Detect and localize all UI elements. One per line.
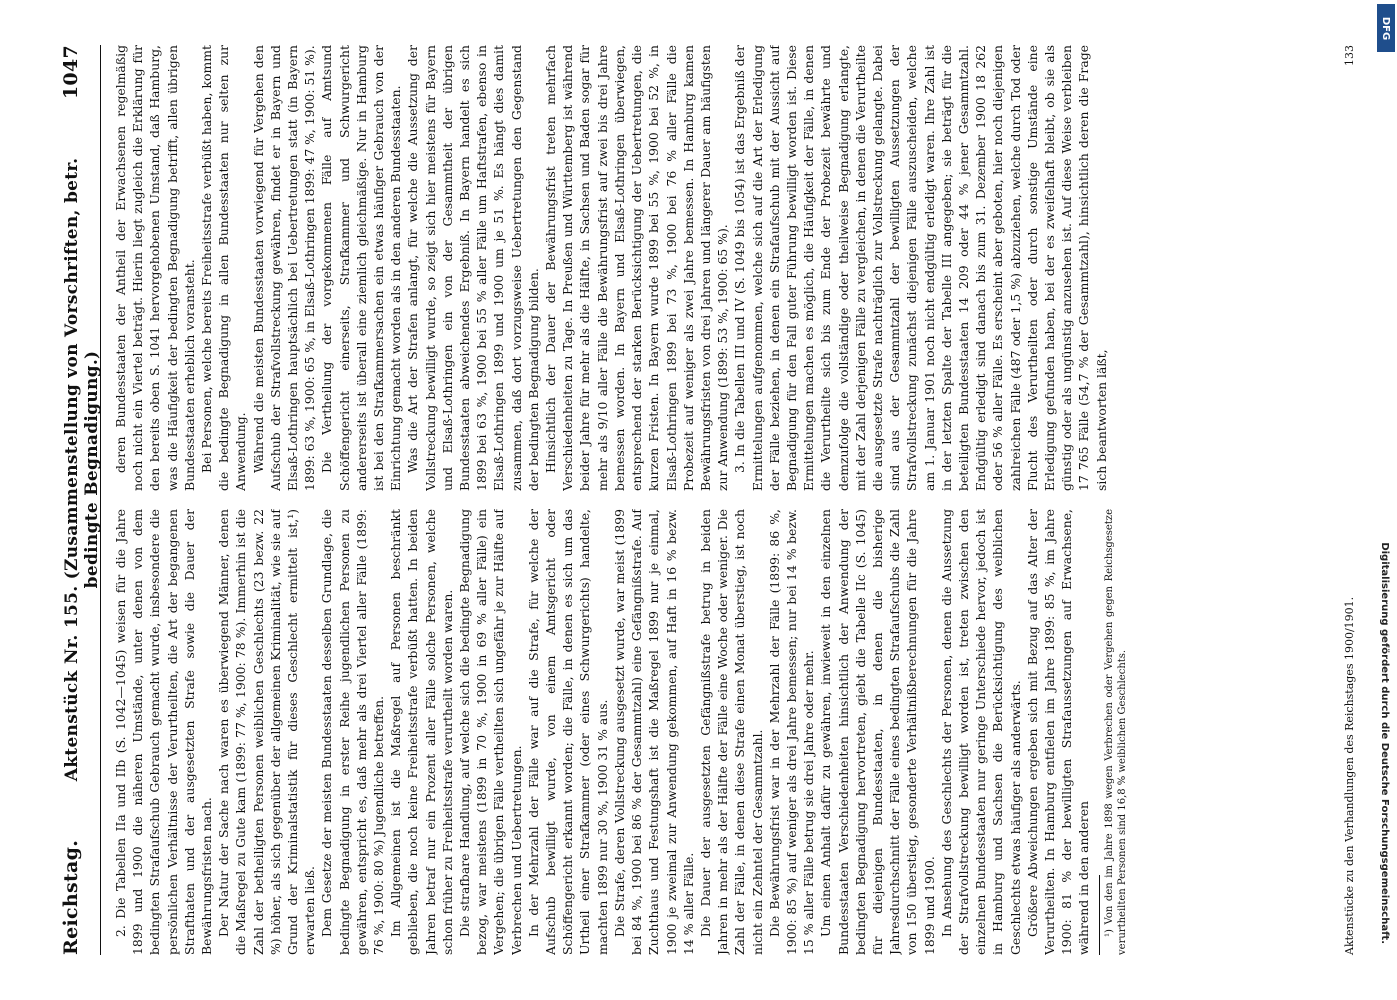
paragraph: Die Strafe, deren Vollstreckung ausgesetzt wurde, war meist (1899 bei 84 %, 1900 bei 86 % der Gesammtzahl) eine Gefängnißstrafe. Auf Zuchthaus und Festungshaft ist die Maßregel 1899 nur je einmal, 1900 je zweimal zur Anwendung gekommen, auf Haft in 16 % bezw. 14 % aller Fälle.	[611, 509, 696, 955]
header-title: Aktenstück Nr. 155. (Zusammenstellung von Vorschriften, betr. bedingte Begnadigung.)	[62, 157, 102, 782]
paragraph: deren Bundesstaaten der Antheil der Erwachsenen regelmäßig noch nicht ein Viertel beträgt. Hierin liegt zugleich die Erklärung für den bereits oben S. 1041 hervorgehobenen Umstand, daß Hamburg, was die Häufigkeit der bedingten Begnadigung betrifft, allen übrigen Bundesstaaten erheblich voransteht.	[113, 45, 197, 491]
paragraph: Die Vertheilung der vorgekommenen Fälle auf Amtsund Schöffengericht einerseits, Strafkammer und Schwurgericht andererseits ist überall eine ziemlich gleichmäßige. Nur in Hamburg ist bei den Strafkammersachen ein etwas häufiger Gebrauch von der Einrichtung gemacht worden als in den anderen Bundesstaaten.	[319, 45, 404, 491]
dfg-logo-text: DFG	[1380, 16, 1392, 40]
page-footer	[1338, 45, 1360, 955]
paragraph: Hinsichtlich der Dauer der Bewährungsfrist treten mehrfach Verschiedenheiten zu Tage. In Preußen und Württemberg ist während beider Jahre für mehr als die Hälfte, in Sachsen und Baden sogar für mehr als 9/10 aller Fälle die Bewährungsfrist auf zwei bis drei Jahre bemessen worden. In Bayern und Elsaß-Lothringen überwiegen, entsprechend der starken Berücksichtigung der Uebertretungen, die kurzen Fristen. In Bayern wurde 1899 bei 55 %, 1900 bei 52 %, in Elsaß-Lothringen 1899 bei 73 %, 1900 bei 76 % aller Fälle die Probezeit auf weniger als zwei Jahre bemessen. In Hamburg kamen Bewährungsfristen von drei Jahren und längerer Dauer am häufigsten zur Anwendung (1899: 53 %, 1900: 65 %).	[543, 45, 731, 491]
dfg-logo	[1377, 4, 1395, 52]
footer-sheet-number: 133	[1342, 45, 1356, 66]
paragraph: Während die meisten Bundesstaaten vorwiegend für Vergehen den Aufschub der Strafvollstreckung gewähren, findet er in Bayern und Elsaß-Lothringen hauptsächlich bei Uebertretungen statt (in Bayern 1899: 63 %, 1900: 65 %, in Elsaß-Lothringen 1899: 47 %, 1900: 51 %).	[250, 45, 318, 491]
paragraph: In der Mehrzahl der Fälle war auf die Strafe, für welche der Aufschub bewilligt wurde, von einem Amtsgericht oder Schöffengericht erkannt worden; die Fälle, in denen es sich um das Urtheil einer Strafkammer (oder eines Schwurgerichts) handelte, machten 1899 nur 30 %, 1900 31 % aus.	[525, 509, 610, 955]
page-header	[60, 45, 101, 955]
text-column-left	[112, 509, 1330, 955]
paragraph: Größere Abweichungen ergeben sich mit Bezug auf das Alter der Verurtheilten. In Hamburg entfielen im Jahre 1899: 85 %, im Jahre 1900: 81 % der bewilligten Strafaussetzungen auf Erwachsene, während in den anderen	[1024, 509, 1092, 955]
document-page	[60, 45, 1360, 955]
page-number: 1047	[60, 45, 82, 100]
paragraph: Bei Personen, welche bereits Freiheitsstrafe verbüßt haben, kommt die bedingte Begnadigung in allen Bundesstaaten nur selten zur Anwendung.	[199, 45, 249, 491]
footer-source-note: Aktenstücke zu den Verhandlungen des Reichstages 1900/1901.	[1342, 596, 1356, 955]
paragraph: Die Dauer der ausgesetzten Gefängnißstrafe betrug in beiden Jahren in mehr als der Hälfte der Fälle eine Woche oder weniger. Die Zahl der Fälle, in denen diese Strafe einen Monat überstieg, ist noch nicht ein Zehntel der Gesammtzahl.	[697, 509, 765, 955]
paragraph: 2. Die Tabellen IIa und IIb (S. 1042—1045) weisen für die Jahre 1899 und 1900 die näheren Umstände, unter denen von dem bedingten Strafaufschub Gebrauch gemacht wurde, insbesondere die persönlichen Verhältnisse der Verurtheilten, die Art der begangenen Strafthaten und der ausgesetzten Strafe sowie die Dauer der Bewährungsfristen nach.	[113, 509, 215, 955]
digitization-credit-strip	[1375, 0, 1397, 1000]
paragraph: Was die Art der Strafen anlangt, für welche die Aussetzung der Vollstreckung bewilligt wurde, so zeigt sich hier meistens für Bayern und Elsaß-Lothringen ein von der Gesammtheit der übrigen Bundesstaaten abweichendes Ergebniß. In Bayern handelt es sich 1899 bei 63 %, 1900 bei 55 % aller Fälle um Haftstrafen, ebenso in Elsaß-Lothringen 1899 und 1900 um je 51 %. Es hängt dies damit zusammen, daß dort vorzugsweise Uebertretungen den Gegenstand der bedingten Begnadigung bilden.	[405, 45, 541, 491]
paragraph: Im Allgemeinen ist die Maßregel auf Personen beschränkt geblieben, die noch keine Freiheitsstrafe verbüßt hatten. In beiden Jahren betraf nur ein Prozent aller Fälle solche Personen, welche schon früher zu Freiheitsstrafe verurtheilt worden waren.	[388, 509, 455, 955]
digitization-credit: Digitalisierung gefördert durch die Deutsche Forschungsgemeinschaft.	[1379, 542, 1390, 944]
paragraph: Um einen Anhalt dafür zu gewähren, inwieweit in den einzelnen Bundesstaaten Verschiedenheiten hinsichtlich der Anwendung der bedingten Begnadigung hervortreten, giebt die Tabelle IIc (S. 1045) für diejenigen Bundesstaaten, in denen die bisherige Jahresdurchschnitt der Fälle eines bedingten Strafaufschubs die Zahl von 150 überstieg, gesonderte Verhältnißberechnungen für die Jahre 1899 und 1900.	[818, 509, 937, 955]
paragraph: Die Bewährungsfrist war in der Mehrzahl der Fälle (1899: 86 %, 1900: 85 %) auf weniger als drei Jahre bemessen; nur bei 14 % bezw. 15 % aller Fälle betrug sie drei Jahre oder mehr.	[766, 509, 817, 955]
text-columns	[112, 45, 1330, 955]
header-left: Reichstag.	[60, 839, 82, 955]
paragraph: Der Natur der Sache nach waren es überwiegend Männer, denen die Maßregel zu Gute kam (1899: 77 %, 1900: 78 %). Immerhin ist die Zahl der betheiligten Personen weiblichen Geschlechts (23 bezw. 22 %) höher, als sich gegenüber der allgemeinen Kriminalität, wie sie auf Grund der Kriminalstatistik für dieses Geschlecht ermittelt ist,¹) erwarten ließ.	[216, 509, 318, 955]
paragraph: Die strafbare Handlung, auf welche sich die bedingte Begnadigung bezog, war meistens (1899 in 70 %, 1900 in 69 % aller Fälle) ein Vergehen; die übrigen Fälle vertheilten sich ungefähr je zur Hälfte auf Verbrechen und Uebertretungen.	[457, 509, 524, 955]
paragraph: Dem Gesetze der meisten Bundesstaaten desselben Grundlage, die bedingte Begnadigung in erster Reihe jugendlichen Personen zu gewähren, entspricht es, daß mehr als drei Viertel aller Fälle (1899: 76 %, 1900: 80 %) Jugendliche betreffen.	[319, 509, 387, 955]
text-column-right	[112, 45, 1330, 491]
paragraph: In Ansehung des Geschlechts der Personen, denen die Aussetzung der Strafvollstreckung bewilligt worden ist, treten zwischen den einzelnen Bundesstaaten nur geringe Unterschiede hervor, jedoch ist in Hamburg und Sachsen die Berücksichtigung des weiblichen Geschlechts etwas häufiger als anderwärts.	[938, 509, 1023, 955]
paragraph: 3. In die Tabellen III und IV (S. 1049 bis 1054) ist das Ergebniß der Ermittelungen aufgenommen, welche sich auf die Art der Erledigung der Fälle beziehen, in denen ein Strafaufschub mit der Aussicht auf Begnadigung für den Fall guter Führung bewilligt worden ist. Diese Ermittelungen machen es möglich, die Häufigkeit der Fälle, in denen die Verurtheilte sich bis zum Ende der Probezeit bewährte und demzufolge die vollständige oder theilweise Begnadigung erlangte, mit der Zahl derjenigen Fälle zu vergleichen, in denen die Verurtheilte die ausgesetzte Strafe nachträglich zur Vollstreckung gelangte. Dabei sind aus der Gesammtzahl der bewilligten Aussetzungen der Strafvollstreckung zunächst diejenigen Fälle auszuscheiden, welche am 1. Januar 1901 noch nicht endgültig erledigt waren. Ihre Zahl ist in der letzten Spalte der Tabelle III angegeben; sie beträgt für die beteiligten Bundesstaaten 14 209 oder 44 % jener Gesammtzahl. Endgültig erledigt sind danach bis zum 31. Dezember 1900 18 262 oder 56 % aller Fälle. Es erscheint aber geboten, hier noch diejenigen zahlreichen Fälle (487 oder 1,5 %) abzuziehen, welche durch Tod oder Flucht des Verurtheilten oder durch sonstige Umstände eine Erledigung gefunden haben, bei der es zweifelhaft bleibt, ob sie als günstig oder als ungünstig anzusehen ist. Auf diese Weise verbleiben 17 765 Fälle (54,7 % der Gesammtzahl), hinsichtlich deren die Frage sich beantworten läßt,	[732, 45, 1109, 491]
footnote: ¹) Von den im Jahre 1898 wegen Verbrechen oder Vergehen gegen Reichsgesetze verurtheilten Personen sind 16,8 % weiblichen Geschlechts.	[1103, 509, 1128, 955]
